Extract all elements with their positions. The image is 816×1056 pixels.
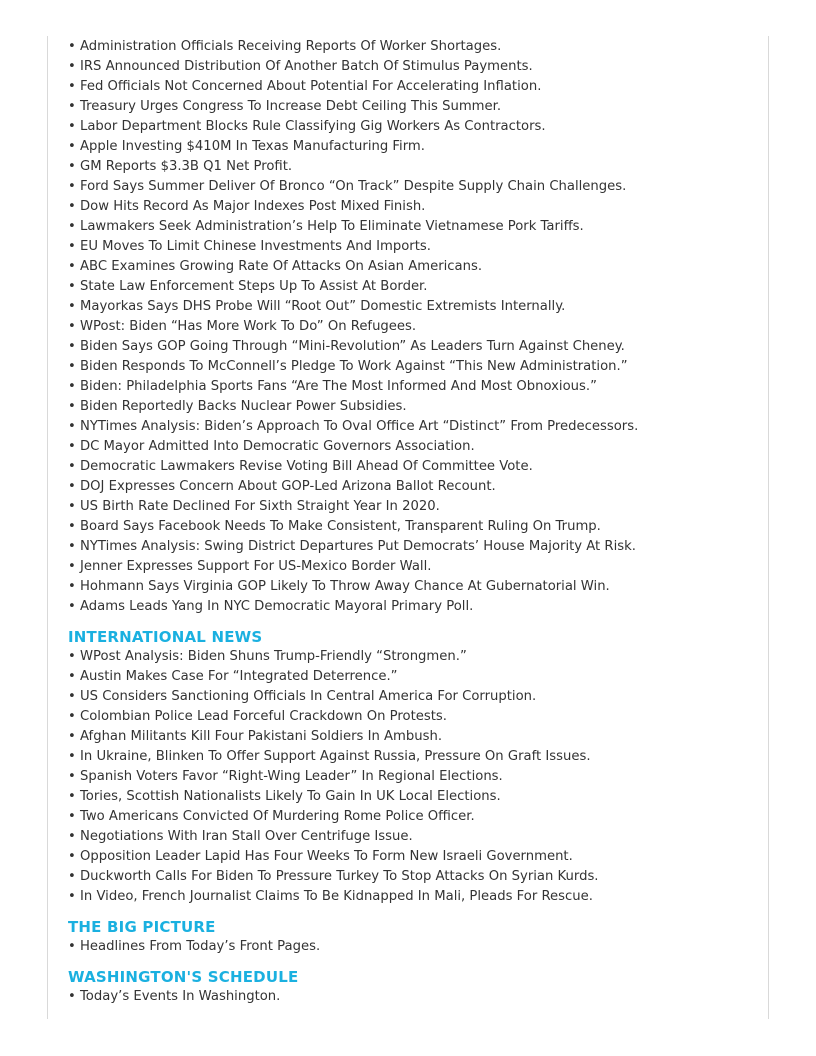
bullet-icon: •	[68, 439, 76, 454]
bullet-icon: •	[68, 239, 76, 254]
headline-link[interactable]: Afghan Militants Kill Four Pakistani Soldiers In Ambush.	[80, 729, 443, 744]
headline-item[interactable]	[68, 987, 758, 1007]
headline-item[interactable]	[68, 397, 758, 417]
headline-item[interactable]	[68, 357, 758, 377]
headline-item[interactable]	[68, 117, 758, 137]
bullet-icon: •	[68, 669, 76, 684]
headline-item[interactable]	[68, 577, 758, 597]
headline-item[interactable]	[68, 497, 758, 517]
headline-item[interactable]	[68, 707, 758, 727]
headline-link[interactable]: Hohmann Says Virginia GOP Likely To Throw Away Chance At Gubernatorial Win.	[80, 579, 610, 594]
headline-link[interactable]: Biden Responds To McConnell’s Pledge To Work Against “This New Administration.”	[80, 359, 628, 374]
headline-link[interactable]: Negotiations With Iran Stall Over Centrifuge Issue.	[80, 829, 413, 844]
headline-item[interactable]	[68, 257, 758, 277]
headline-link[interactable]: Today’s Events In Washington.	[80, 989, 281, 1004]
news-section	[68, 627, 758, 907]
headline-item[interactable]	[68, 37, 758, 57]
headline-link[interactable]: Mayorkas Says DHS Probe Will “Root Out” Domestic Extremists Internally.	[80, 299, 566, 314]
bullet-icon: •	[68, 59, 76, 74]
bullet-icon: •	[68, 199, 76, 214]
bullet-icon: •	[68, 599, 76, 614]
bullet-icon: •	[68, 729, 76, 744]
bullet-icon: •	[68, 279, 76, 294]
headline-link[interactable]: Biden Reportedly Backs Nuclear Power Subsidies.	[80, 399, 407, 414]
section-heading: THE BIG PICTURE	[68, 918, 216, 936]
bullet-icon: •	[68, 499, 76, 514]
headline-item[interactable]	[68, 97, 758, 117]
headline-link[interactable]: Opposition Leader Lapid Has Four Weeks To Form New Israeli Government.	[80, 849, 573, 864]
headline-item[interactable]	[68, 807, 758, 827]
headline-item[interactable]	[68, 787, 758, 807]
bullet-icon: •	[68, 39, 76, 54]
bullet-icon: •	[68, 519, 76, 534]
bullet-icon: •	[68, 299, 76, 314]
bullet-icon: •	[68, 319, 76, 334]
bullet-icon: •	[68, 869, 76, 884]
headline-item[interactable]	[68, 57, 758, 77]
headline-link[interactable]: DC Mayor Admitted Into Democratic Governors Association.	[80, 439, 475, 454]
headline-link[interactable]: EU Moves To Limit Chinese Investments And Imports.	[80, 239, 431, 254]
headline-list	[68, 937, 758, 957]
bullet-icon: •	[68, 749, 76, 764]
headline-link[interactable]: Two Americans Convicted Of Murdering Rome Police Officer.	[80, 809, 475, 824]
bullet-icon: •	[68, 459, 76, 474]
headline-link[interactable]: In Ukraine, Blinken To Offer Support Against Russia, Pressure On Graft Issues.	[80, 749, 591, 764]
headline-item[interactable]	[68, 177, 758, 197]
headline-item[interactable]	[68, 477, 758, 497]
bullet-icon: •	[68, 339, 76, 354]
headline-item[interactable]	[68, 937, 758, 957]
headline-item[interactable]	[68, 437, 758, 457]
bullet-icon: •	[68, 559, 76, 574]
headline-link[interactable]: Colombian Police Lead Forceful Crackdown On Protests.	[80, 709, 447, 724]
bullet-icon: •	[68, 159, 76, 174]
headline-item[interactable]	[68, 597, 758, 617]
bullet-icon: •	[68, 579, 76, 594]
headline-item[interactable]	[68, 847, 758, 867]
headline-item[interactable]	[68, 647, 758, 667]
headline-link[interactable]: Duckworth Calls For Biden To Pressure Turkey To Stop Attacks On Syrian Kurds.	[80, 869, 599, 884]
headline-item[interactable]	[68, 727, 758, 747]
bullet-icon: •	[68, 689, 76, 704]
bullet-icon: •	[68, 379, 76, 394]
headline-link[interactable]: Treasury Urges Congress To Increase Debt Ceiling This Summer.	[80, 99, 502, 114]
headline-item[interactable]	[68, 157, 758, 177]
headline-link[interactable]: US Birth Rate Declined For Sixth Straight Year In 2020.	[80, 499, 440, 514]
headline-list	[68, 647, 758, 907]
headline-link[interactable]: WPost Analysis: Biden Shuns Trump-Friendly “Strongmen.”	[80, 649, 467, 664]
bullet-icon: •	[68, 359, 76, 374]
headline-link[interactable]: Headlines From Today’s Front Pages.	[80, 939, 321, 954]
headline-item[interactable]	[68, 317, 758, 337]
bullet-icon: •	[68, 709, 76, 724]
headline-item[interactable]	[68, 297, 758, 317]
headline-item[interactable]	[68, 557, 758, 577]
bullet-icon: •	[68, 99, 76, 114]
headline-link[interactable]: Administration Officials Receiving Reports Of Worker Shortages.	[80, 39, 502, 54]
headline-item[interactable]	[68, 237, 758, 257]
headline-link[interactable]: Adams Leads Yang In NYC Democratic Mayoral Primary Poll.	[80, 599, 474, 614]
headline-item[interactable]	[68, 827, 758, 847]
headline-item[interactable]	[68, 887, 758, 907]
bullet-icon: •	[68, 419, 76, 434]
bullet-icon: •	[68, 829, 76, 844]
headline-link[interactable]: Spanish Voters Favor “Right-Wing Leader” In Regional Elections.	[80, 769, 503, 784]
headline-item[interactable]	[68, 417, 758, 437]
headline-item[interactable]	[68, 867, 758, 887]
headline-link[interactable]: Fed Officials Not Concerned About Potential For Accelerating Inflation.	[80, 79, 542, 94]
newsletter-body	[68, 37, 758, 1007]
headline-link[interactable]: Board Says Facebook Needs To Make Consistent, Transparent Ruling On Trump.	[80, 519, 601, 534]
headline-link[interactable]: Lawmakers Seek Administration’s Help To Eliminate Vietnamese Pork Tariffs.	[80, 219, 584, 234]
news-section	[68, 917, 758, 957]
bullet-icon: •	[68, 119, 76, 134]
headline-link[interactable]: NYTimes Analysis: Biden’s Approach To Oval Office Art “Distinct” From Predecessors.	[80, 419, 639, 434]
headline-item[interactable]	[68, 197, 758, 217]
bullet-icon: •	[68, 989, 76, 1004]
headline-link[interactable]: Austin Makes Case For “Integrated Deterrence.”	[80, 669, 398, 684]
headline-item[interactable]	[68, 687, 758, 707]
headline-item[interactable]	[68, 217, 758, 237]
bullet-icon: •	[68, 789, 76, 804]
headline-item[interactable]	[68, 137, 758, 157]
headline-list	[68, 37, 758, 617]
headline-link[interactable]: WPost: Biden “Has More Work To Do” On Refugees.	[80, 319, 417, 334]
bullet-icon: •	[68, 259, 76, 274]
section-heading: WASHINGTON'S SCHEDULE	[68, 968, 299, 986]
headline-link[interactable]: Democratic Lawmakers Revise Voting Bill Ahead Of Committee Vote.	[80, 459, 533, 474]
bullet-icon: •	[68, 79, 76, 94]
bullet-icon: •	[68, 769, 76, 784]
bullet-icon: •	[68, 849, 76, 864]
section-heading: INTERNATIONAL NEWS	[68, 628, 263, 646]
headline-link[interactable]: Apple Investing $410M In Texas Manufacturing Firm.	[80, 139, 425, 154]
bullet-icon: •	[68, 889, 76, 904]
headline-link[interactable]: Biden Says GOP Going Through “Mini-Revolution” As Leaders Turn Against Cheney.	[80, 339, 625, 354]
right-border	[768, 36, 769, 1019]
bullet-icon: •	[68, 399, 76, 414]
headline-item[interactable]	[68, 747, 758, 767]
headline-link[interactable]: Dow Hits Record As Major Indexes Post Mixed Finish.	[80, 199, 426, 214]
headline-link[interactable]: GM Reports $3.3B Q1 Net Profit.	[80, 159, 293, 174]
headline-item[interactable]	[68, 667, 758, 687]
headline-link[interactable]: DOJ Expresses Concern About GOP-Led Arizona Ballot Recount.	[80, 479, 496, 494]
bullet-icon: •	[68, 649, 76, 664]
news-section	[68, 967, 758, 1007]
news-section	[68, 37, 758, 617]
headline-link[interactable]: Biden: Philadelphia Sports Fans “Are The Most Informed And Most Obnoxious.”	[80, 379, 597, 394]
headline-link[interactable]: US Considers Sanctioning Officials In Central America For Corruption.	[80, 689, 537, 704]
headline-item[interactable]	[68, 537, 758, 557]
headline-link[interactable]: Jenner Expresses Support For US-Mexico Border Wall.	[80, 559, 432, 574]
headline-link[interactable]: Ford Says Summer Deliver Of Bronco “On Track” Despite Supply Chain Challenges.	[80, 179, 627, 194]
headline-link[interactable]: State Law Enforcement Steps Up To Assist At Border.	[80, 279, 428, 294]
headline-link[interactable]: ABC Examines Growing Rate Of Attacks On Asian Americans.	[80, 259, 483, 274]
bullet-icon: •	[68, 939, 76, 954]
headline-item[interactable]	[68, 277, 758, 297]
bullet-icon: •	[68, 179, 76, 194]
headline-list	[68, 987, 758, 1007]
bullet-icon: •	[68, 539, 76, 554]
headline-item[interactable]	[68, 767, 758, 787]
headline-item[interactable]	[68, 517, 758, 537]
bullet-icon: •	[68, 219, 76, 234]
headline-link[interactable]: IRS Announced Distribution Of Another Batch Of Stimulus Payments.	[80, 59, 533, 74]
headline-link[interactable]: NYTimes Analysis: Swing District Departures Put Democrats’ House Majority At Risk.	[80, 539, 636, 554]
bullet-icon: •	[68, 479, 76, 494]
bullet-icon: •	[68, 139, 76, 154]
headline-link[interactable]: Labor Department Blocks Rule Classifying Gig Workers As Contractors.	[80, 119, 546, 134]
headline-item[interactable]	[68, 337, 758, 357]
headline-link[interactable]: In Video, French Journalist Claims To Be Kidnapped In Mali, Pleads For Rescue.	[80, 889, 593, 904]
bullet-icon: •	[68, 809, 76, 824]
headline-item[interactable]	[68, 457, 758, 477]
headline-link[interactable]: Tories, Scottish Nationalists Likely To Gain In UK Local Elections.	[80, 789, 501, 804]
headline-item[interactable]	[68, 77, 758, 97]
headline-item[interactable]	[68, 377, 758, 397]
left-border	[47, 36, 48, 1019]
